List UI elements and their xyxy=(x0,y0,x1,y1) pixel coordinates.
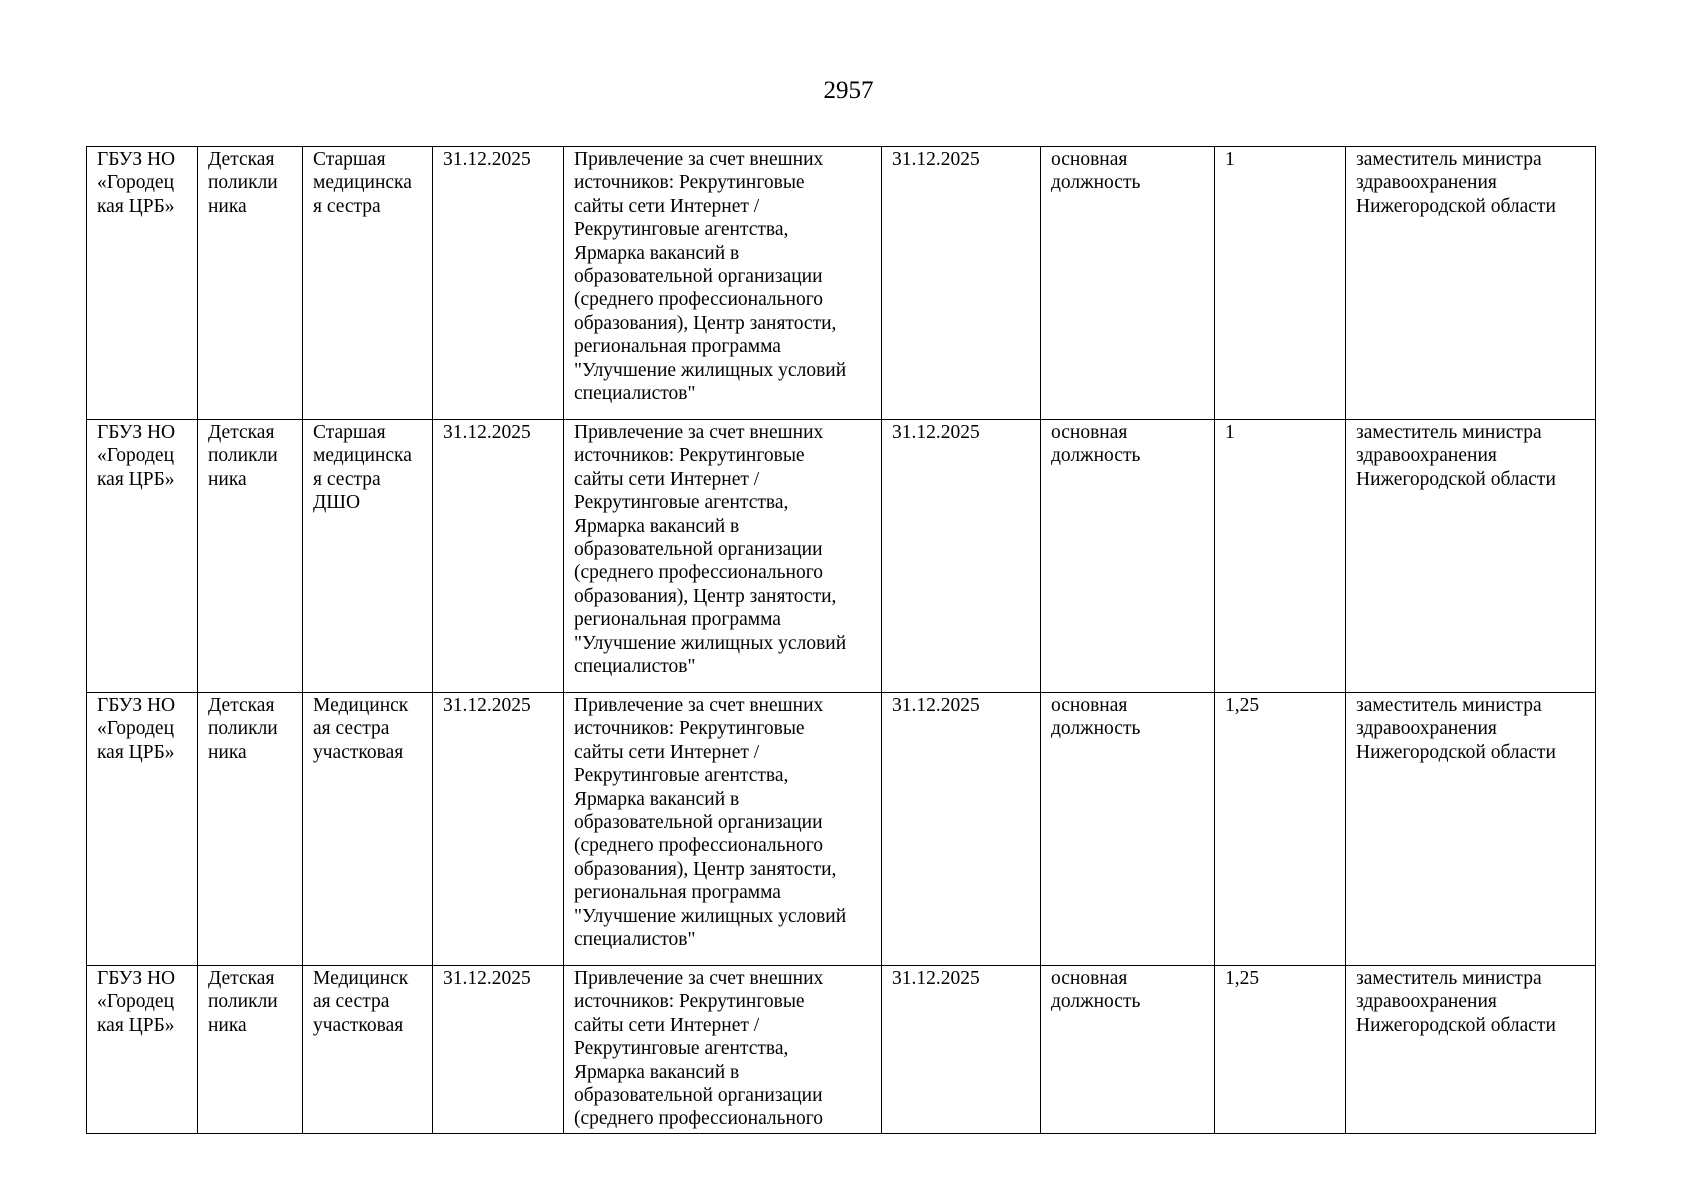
cell-measures: Привлечение за счет внешних источников: Рекрутинговые сайты сети Интернет / Рекрутинговые агентства, Ярмарка вакансий в образовательной организации (среднего профессионального образования), Центр занятости, региональная программа "Улучшение жилищных условий специалистов" xyxy=(564,420,882,693)
cell-deadline: 31.12.2025 xyxy=(882,147,1041,420)
cell-organization: ГБУЗ НО «Городец кая ЦРБ» xyxy=(87,147,198,420)
cell-date: 31.12.2025 xyxy=(433,966,564,1134)
cell-measures: Привлечение за счет внешних источников: Рекрутинговые сайты сети Интернет / Рекрутинговые агентства, Ярмарка вакансий в образовательной организации (среднего профессионального образования), Центр занятости, региональная программа "Улучшение жилищных условий специалистов" xyxy=(564,147,882,420)
cell-rate: 1,25 xyxy=(1215,693,1346,966)
table-row xyxy=(87,147,1596,420)
cell-position: Медицинск ая сестра участковая xyxy=(303,966,433,1134)
cell-position-type: основная должность xyxy=(1041,147,1215,420)
cell-position-type: основная должность xyxy=(1041,693,1215,966)
cell-organization: ГБУЗ НО «Городец кая ЦРБ» xyxy=(87,693,198,966)
cell-position: Медицинск ая сестра участковая xyxy=(303,693,433,966)
cell-measures: Привлечение за счет внешних источников: Рекрутинговые сайты сети Интернет / Рекрутинговые агентства, Ярмарка вакансий в образовательной организации (среднего профессионального xyxy=(564,966,882,1134)
cell-responsible: заместитель министра здравоохранения Нижегородской области xyxy=(1346,420,1596,693)
cell-rate: 1 xyxy=(1215,420,1346,693)
cell-deadline: 31.12.2025 xyxy=(882,420,1041,693)
cell-organization: ГБУЗ НО «Городец кая ЦРБ» xyxy=(87,420,198,693)
cell-position: Старшая медицинска я сестра xyxy=(303,147,433,420)
cell-responsible: заместитель министра здравоохранения Нижегородской области xyxy=(1346,966,1596,1134)
cell-unit: Детская поликли ника xyxy=(198,420,303,693)
cell-deadline: 31.12.2025 xyxy=(882,966,1041,1134)
cell-unit: Детская поликли ника xyxy=(198,966,303,1134)
table-row xyxy=(87,966,1596,1134)
cell-position: Старшая медицинска я сестра ДШО xyxy=(303,420,433,693)
cell-responsible: заместитель министра здравоохранения Нижегородской области xyxy=(1346,693,1596,966)
cell-unit: Детская поликли ника xyxy=(198,693,303,966)
cell-date: 31.12.2025 xyxy=(433,420,564,693)
table-row xyxy=(87,420,1596,693)
cell-position-type: основная должность xyxy=(1041,966,1215,1134)
table-row xyxy=(87,693,1596,966)
staffing-table xyxy=(86,146,1596,1134)
cell-responsible: заместитель министра здравоохранения Нижегородской области xyxy=(1346,147,1596,420)
page-number: 2957 xyxy=(823,77,874,104)
cell-date: 31.12.2025 xyxy=(433,147,564,420)
cell-position-type: основная должность xyxy=(1041,420,1215,693)
cell-measures: Привлечение за счет внешних источников: Рекрутинговые сайты сети Интернет / Рекрутинговые агентства, Ярмарка вакансий в образовательной организации (среднего профессионального образования), Центр занятости, региональная программа "Улучшение жилищных условий специалистов" xyxy=(564,693,882,966)
cell-rate: 1 xyxy=(1215,147,1346,420)
cell-unit: Детская поликли ника xyxy=(198,147,303,420)
cell-organization: ГБУЗ НО «Городец кая ЦРБ» xyxy=(87,966,198,1134)
cell-rate: 1,25 xyxy=(1215,966,1346,1134)
cell-deadline: 31.12.2025 xyxy=(882,693,1041,966)
cell-date: 31.12.2025 xyxy=(433,693,564,966)
